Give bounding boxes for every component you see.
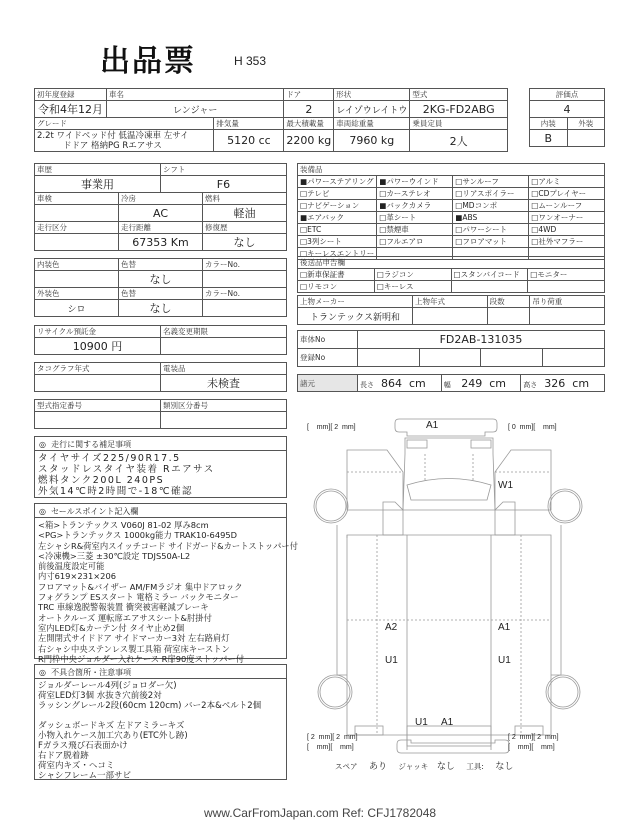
equipment-item xyxy=(453,212,529,224)
equipment-item-label: テレビ xyxy=(307,189,330,198)
equipment-item xyxy=(298,212,377,224)
exterior-score-label: 外装 xyxy=(567,118,605,130)
body-year-label: 上物年式 xyxy=(413,296,488,308)
doors-value: 2 xyxy=(284,101,334,118)
equipment-item xyxy=(298,281,375,293)
gross-weight-label: 車両総重量 xyxy=(334,118,410,130)
interior-score-value: B xyxy=(530,130,568,147)
equipment-item xyxy=(377,200,453,212)
unchecked-box-icon: □ xyxy=(531,237,539,246)
height-value: 326 xyxy=(544,376,566,390)
height-unit: cm xyxy=(572,376,590,390)
equipment-item xyxy=(529,224,605,236)
note-line: <冷凍機>三菱 ±30℃設定 TDJS50A-L2 xyxy=(38,550,191,561)
lot-number: H 353 xyxy=(234,54,267,68)
defects-notes-body xyxy=(35,679,286,783)
equipment-item xyxy=(298,236,377,248)
name-value: レンジャー xyxy=(107,101,284,118)
exterior-score-value xyxy=(567,130,605,147)
exterior-change-value: なし xyxy=(119,300,203,317)
model-value: 2KG-FD2ABG xyxy=(410,101,508,118)
right-headlight xyxy=(471,440,491,448)
equipment-item-label: 新車保証書 xyxy=(307,270,345,279)
note-line: <箱>トランテックス V060J 81-02 厚み8cm xyxy=(38,520,209,530)
width-label: 幅 xyxy=(443,380,451,389)
equipment-item-label: リモコン xyxy=(307,282,338,291)
note-line xyxy=(38,711,283,721)
equipment-item xyxy=(453,188,529,200)
tread-rear-right-2: [ mm][ mm] xyxy=(508,744,555,751)
mark-right-u: U1 xyxy=(498,655,511,666)
equipment-item-label: バックカメラ xyxy=(386,201,432,210)
height-label: 高さ xyxy=(523,380,538,389)
crane-value xyxy=(530,308,605,325)
note-line: 小物入れケース加工穴あり(ETC外し跡) xyxy=(38,731,188,741)
note-line: Fガラス飛び石表面かけ xyxy=(38,741,128,751)
equipment-item-label: フルエアロ xyxy=(386,237,424,246)
equipment-item xyxy=(377,224,453,236)
shift-label: シフト xyxy=(160,164,286,176)
equipment-item-label: 社外マフラー xyxy=(538,237,584,246)
equipment-item-label: ABS xyxy=(462,213,478,222)
equipment-table xyxy=(297,163,605,260)
equipment-item-label: ナビゲーション xyxy=(307,201,360,210)
grade-label: グレード xyxy=(35,118,214,130)
equipment-item xyxy=(377,236,453,248)
unchecked-box-icon: □ xyxy=(300,270,308,279)
note-line: フロアマット&バイザー AM/FMラジオ 集中ドアロック xyxy=(38,581,243,592)
interior-color-label: 内装色 xyxy=(35,259,119,271)
crane-label: 吊り荷重 xyxy=(530,296,605,308)
tools-value: なし xyxy=(495,762,514,772)
note-line: 左シャシR&荷室内スイッチコード サイドガード&カートストッパー付 xyxy=(38,540,298,551)
stages-label: 段数 xyxy=(487,296,530,308)
equipment-item-label: MDコンポ xyxy=(462,201,498,210)
reg-no-cell xyxy=(419,349,481,367)
max-load-label: 最大積載量 xyxy=(284,118,334,130)
class-no-value xyxy=(161,412,287,429)
rear-left-lamp xyxy=(355,726,383,735)
note-line: 内寸619×231×206 xyxy=(38,571,117,582)
note-line: 外気14℃時2時間で-18℃確認 xyxy=(38,486,193,497)
equipment-item-label: エアバック xyxy=(307,213,344,222)
equipment-item xyxy=(529,200,605,212)
capacity-value: 2人 xyxy=(410,130,508,152)
shape-value: レイゾウレイトウ xyxy=(334,101,410,118)
equipment-item-label: リアスポイラー xyxy=(462,189,515,198)
unchecked-box-icon: □ xyxy=(300,189,308,198)
front-bumper xyxy=(395,419,497,436)
run-type-label: 走行区分 xyxy=(35,222,119,234)
interior-color-no-label: カラーNo. xyxy=(203,259,287,271)
unchecked-box-icon: □ xyxy=(300,249,308,258)
displacement-value: 5120 cc xyxy=(214,130,284,152)
note-line: 燃料タンク200L 240PS xyxy=(38,475,165,486)
equipment-item-label: CDプレイヤー xyxy=(538,189,587,198)
equipment-item xyxy=(298,269,375,281)
defects-notes-box xyxy=(34,664,287,780)
unchecked-box-icon: □ xyxy=(376,270,384,279)
note-line: タイヤサイズ225/90R17.5 xyxy=(38,453,181,464)
type-no-label: 型式指定番号 xyxy=(35,400,161,412)
sales-notes-header xyxy=(35,504,286,518)
equipment-label: 装備品 xyxy=(298,164,605,176)
equipment-item xyxy=(453,224,529,236)
body-maker-label: 上物メーカー xyxy=(298,296,413,308)
run-type-value xyxy=(35,234,119,251)
checked-box-icon: ■ xyxy=(300,213,308,222)
doors-label: ドア xyxy=(284,89,334,101)
recycle-label: リサイクル預託金 xyxy=(35,326,161,338)
inspection-label: 車検 xyxy=(35,193,119,205)
unchecked-box-icon: □ xyxy=(379,237,387,246)
unchecked-box-icon: □ xyxy=(455,225,463,234)
note-line: 荷室内キズ・ヘコミ xyxy=(38,761,115,771)
bullet-icon: ◎ xyxy=(39,440,46,449)
front-right-wheel xyxy=(548,489,582,523)
equipment-item xyxy=(529,176,605,188)
body-maker-value: トランテックス新明和 xyxy=(298,308,413,325)
tread-front-right: [ 0 mm][ mm] xyxy=(508,424,557,431)
score-label: 評価点 xyxy=(530,89,605,101)
mark-front: A1 xyxy=(426,420,439,431)
bullet-icon: ◎ xyxy=(39,668,46,677)
checked-box-icon: ■ xyxy=(379,201,387,210)
unchecked-box-icon: □ xyxy=(376,282,384,291)
interior-change-label: 色替 xyxy=(119,259,203,271)
note-line: ジョルダーレール4列(ジョロダー欠) xyxy=(38,681,177,691)
sales-notes-body xyxy=(35,518,298,666)
equipment-item xyxy=(298,224,377,236)
equipment-item-label: 3列シート xyxy=(307,237,342,246)
sales-notes-label: セールスポイント記入欄 xyxy=(51,507,139,516)
repair-label: 修復歴 xyxy=(203,222,287,234)
mileage-label: 走行距離 xyxy=(119,222,203,234)
equipment-item-label: ETC xyxy=(307,225,322,234)
post-items-table xyxy=(297,256,605,293)
checked-box-icon: ■ xyxy=(300,177,308,186)
note-line: 左開閉式サイドドア サイドマーカー3対 左右路肩灯 xyxy=(38,633,230,644)
reg-no-cell xyxy=(543,349,605,367)
left-headlight xyxy=(407,440,427,448)
accessories-row xyxy=(335,759,513,772)
tread-rear-right-1: [ 2 mm][ 2 mm] xyxy=(508,734,559,741)
fuel-value: 軽油 xyxy=(203,205,287,222)
equipment-item xyxy=(529,236,605,248)
shape-label: 形状 xyxy=(334,89,410,101)
equipment-item-label: 革シート xyxy=(386,213,417,222)
equipment-item xyxy=(453,176,529,188)
unchecked-box-icon: □ xyxy=(300,225,308,234)
equipment-item-label: ムーンルーフ xyxy=(538,201,583,210)
capacity-label: 乗員定員 xyxy=(410,118,508,130)
note-line: シャシフレーム一部サビ xyxy=(38,771,131,781)
equipment-item xyxy=(451,269,528,281)
recycle-table xyxy=(34,325,287,355)
fuel-label: 燃料 xyxy=(203,193,287,205)
exterior-color-label: 外装色 xyxy=(35,288,119,300)
right-mirror xyxy=(495,502,515,535)
mark-rear-u: U1 xyxy=(415,717,428,728)
gross-weight-value: 7960 kg xyxy=(334,130,410,152)
name-change-value xyxy=(161,338,287,355)
windshield xyxy=(407,479,491,501)
inspection-value xyxy=(35,205,119,222)
note-line: TRC 車線逸脱警報装置 衝突被害軽減ブレーキ xyxy=(38,602,209,613)
length-unit: cm xyxy=(409,376,426,390)
front-left-wheel xyxy=(314,489,348,523)
empty-cell xyxy=(528,281,605,293)
unchecked-box-icon: □ xyxy=(531,189,539,198)
note-line: フォグランプ ESスタート 電格ミラー バックモニター xyxy=(38,592,239,603)
unchecked-box-icon: □ xyxy=(379,189,387,198)
tread-rear-left-1: [ 2 mm][ 2 mm] xyxy=(307,734,358,741)
unchecked-box-icon: □ xyxy=(531,213,539,222)
ac-label: 冷房 xyxy=(119,193,203,205)
chassis-label: 車体No xyxy=(298,331,358,349)
equipment-item-label: スタンバイコード xyxy=(460,270,520,279)
recycle-value: 10900 円 xyxy=(35,338,161,355)
left-mirror xyxy=(383,502,403,535)
model-label: 型式 xyxy=(410,89,508,101)
note-line: オートクルーズ 運転席エアサスシート&肘掛付 xyxy=(38,612,212,623)
equipment-item-label: パワーウインド xyxy=(386,177,439,186)
unchecked-box-icon: □ xyxy=(453,270,461,279)
dims-label: 諸元 xyxy=(298,375,358,392)
chassis-table xyxy=(297,330,605,367)
checked-box-icon: ■ xyxy=(455,213,463,222)
equipment-item xyxy=(298,188,377,200)
basic-info-table xyxy=(34,88,508,152)
page-title: 出品票 xyxy=(100,44,196,79)
grade-line-2: ドドア 格納PG Rエアサス xyxy=(63,140,162,151)
vehicle-diagram xyxy=(295,410,615,750)
shift-value: F6 xyxy=(160,176,286,193)
post-items-label: 後送品申告欄 xyxy=(298,257,605,269)
width-value: 249 xyxy=(461,376,483,390)
note-line: 室内LED灯&カーテン付 タイヤ止め2個 xyxy=(38,622,185,633)
stages-value xyxy=(487,308,530,325)
exterior-change-label: 色替 xyxy=(119,288,203,300)
note-line: ダッシュボードキズ 左ドアミラーキズ xyxy=(38,721,185,731)
body-maker-table xyxy=(297,295,605,325)
class-no-label: 類別区分番号 xyxy=(161,400,287,412)
type-no-value xyxy=(35,412,161,429)
rear-bumper xyxy=(395,737,515,757)
reg-no-cell xyxy=(358,349,420,367)
interior-color-no-value xyxy=(203,271,287,288)
mark-right-a: A1 xyxy=(498,622,511,633)
first-reg-value: 令和4年12月 xyxy=(35,101,107,118)
unchecked-box-icon: □ xyxy=(455,177,463,186)
name-change-label: 名義変更期限 xyxy=(161,326,287,338)
chassis-value: FD2AB-131035 xyxy=(358,331,605,349)
name-label: 車名 xyxy=(107,89,284,101)
equipment-item-label: モニター xyxy=(537,270,568,279)
jack-value: なし xyxy=(436,762,455,772)
unchecked-box-icon: □ xyxy=(531,177,539,186)
score-value: 4 xyxy=(530,101,605,118)
mileage-value: 67353 Km xyxy=(119,234,203,251)
interior-change-value: なし xyxy=(119,271,203,288)
defects-notes-header xyxy=(35,665,286,679)
defects-notes-label: 不具合箇所・注意事項 xyxy=(51,668,132,677)
unchecked-box-icon: □ xyxy=(300,237,308,246)
unchecked-box-icon: □ xyxy=(530,270,538,279)
equipment-item-label: ワンオーナー xyxy=(538,213,584,222)
exterior-color-value: シロ xyxy=(35,300,119,317)
equipment-item-label: パワーシート xyxy=(462,225,508,234)
specs-table xyxy=(34,163,287,251)
unchecked-box-icon: □ xyxy=(455,189,463,198)
interior-color-value xyxy=(35,271,119,288)
left-door xyxy=(347,450,403,510)
spare-value: あり xyxy=(368,762,387,772)
spare-label: スペア xyxy=(335,762,358,771)
tread-front-left: [ mm][ 2 mm] xyxy=(307,424,356,431)
mark-rear-a: A1 xyxy=(441,717,454,728)
note-line: ラッシングレール2段(60cm 120cm) バー2本&ベルト2個 xyxy=(38,701,262,711)
unchecked-box-icon: □ xyxy=(379,213,387,222)
unchecked-box-icon: □ xyxy=(379,225,387,234)
mark-windshield: W1 xyxy=(498,480,513,491)
running-notes-header xyxy=(35,437,286,451)
bullet-icon: ◎ xyxy=(39,507,46,516)
tacho-value xyxy=(35,375,161,392)
equipment-check-label: 電装品 xyxy=(161,363,287,375)
empty-cell xyxy=(451,281,528,293)
note-line: 荷室LED灯3個 水抜き穴前後2対 xyxy=(38,691,162,701)
unchecked-box-icon: □ xyxy=(531,201,539,210)
cab-outline xyxy=(403,438,495,510)
unchecked-box-icon: □ xyxy=(455,237,463,246)
equipment-item-label: サンルーフ xyxy=(462,177,499,186)
tacho-label: タコグラフ年式 xyxy=(35,363,161,375)
mark-left-u: U1 xyxy=(385,655,398,666)
width-unit: cm xyxy=(489,376,506,390)
colors-table xyxy=(34,258,287,317)
unchecked-box-icon: □ xyxy=(455,201,463,210)
unchecked-box-icon: □ xyxy=(300,201,308,210)
running-notes-body xyxy=(35,451,286,499)
repair-value: なし xyxy=(203,234,287,251)
unchecked-box-icon: □ xyxy=(300,282,308,291)
sales-notes-box xyxy=(34,503,298,664)
equipment-item-label: パワーステアリング xyxy=(307,177,374,186)
equipment-item xyxy=(528,269,605,281)
exterior-color-no-label: カラーNo. xyxy=(203,288,287,300)
checked-box-icon: ■ xyxy=(379,177,387,186)
reg-no-label: 登録No xyxy=(298,349,358,367)
equipment-item xyxy=(529,212,605,224)
exterior-color-no-value xyxy=(203,300,287,317)
equipment-item xyxy=(298,200,377,212)
note-line: 前後温度設定可能 xyxy=(38,561,105,572)
grade-line-1: 2.2t ワイドベッド付 低温冷凍車 左サイ xyxy=(37,130,189,141)
equipment-item xyxy=(377,212,453,224)
equipment-item-label: 禁煙車 xyxy=(386,225,409,234)
mark-left-a: A2 xyxy=(385,622,398,633)
jack-label: ジャッキ xyxy=(398,762,429,771)
equipment-item xyxy=(377,188,453,200)
tread-rear-left-2: [ mm][ mm] xyxy=(307,744,354,751)
equipment-item xyxy=(529,188,605,200)
equipment-item xyxy=(374,269,451,281)
type-no-table xyxy=(34,399,287,429)
equipment-item-label: キーレスエントリー xyxy=(307,249,375,258)
equipment-item-label: キーレス xyxy=(383,282,414,291)
equipment-item xyxy=(453,236,529,248)
history-label: 車歴 xyxy=(35,164,161,176)
equipment-item-label: ラジコン xyxy=(383,270,414,279)
displacement-label: 排気量 xyxy=(214,118,284,130)
note-line: R門枠中央ジョルダー入れケース R扉90度ストッパー付 xyxy=(38,653,245,664)
ac-value: AC xyxy=(119,205,203,222)
length-value: 864 xyxy=(381,376,402,390)
dimensions-table xyxy=(297,374,605,392)
footer-ref: www.CarFromJapan.com Ref: CFJ1782048 xyxy=(203,806,437,820)
equipment-check-value: 未検査 xyxy=(161,375,287,392)
body-year-value xyxy=(413,308,488,325)
first-reg-label: 初年度登録 xyxy=(35,89,107,101)
equipment-item xyxy=(298,176,377,188)
equipment-item-label: 4WD xyxy=(538,225,557,234)
equipment-item xyxy=(453,200,529,212)
tools-label: 工具: xyxy=(466,762,484,771)
note-line: <PG>トランテックス 1000kg能力 TRAK10-6495D xyxy=(38,530,238,541)
interior-score-label: 内装 xyxy=(530,118,568,130)
cargo-box xyxy=(347,535,551,735)
equipment-item-label: アルミ xyxy=(538,177,561,186)
unchecked-box-icon: □ xyxy=(531,225,539,234)
equipment-item xyxy=(377,176,453,188)
equipment-item-label: フロアマット xyxy=(462,237,508,246)
tacho-table xyxy=(34,362,287,392)
equipment-item xyxy=(374,281,451,293)
history-value: 事業用 xyxy=(35,176,161,193)
length-label: 長さ xyxy=(360,380,374,389)
running-notes-box xyxy=(34,436,287,498)
equipment-item-label: カーステレオ xyxy=(386,189,431,198)
note-line: スタッドレスタイヤ装着 Rエアサス xyxy=(38,464,215,475)
grade-value xyxy=(35,130,214,152)
note-line: 右ドア脱着跡 xyxy=(38,751,89,761)
reg-no-cell xyxy=(481,349,543,367)
max-load-value: 2200 kg xyxy=(284,130,334,152)
running-notes-label: 走行に関する補足事項 xyxy=(51,440,132,449)
score-table xyxy=(529,88,605,147)
note-line: 右シャシ中央ステンレス製工具箱 荷室床キーストン xyxy=(38,643,230,654)
